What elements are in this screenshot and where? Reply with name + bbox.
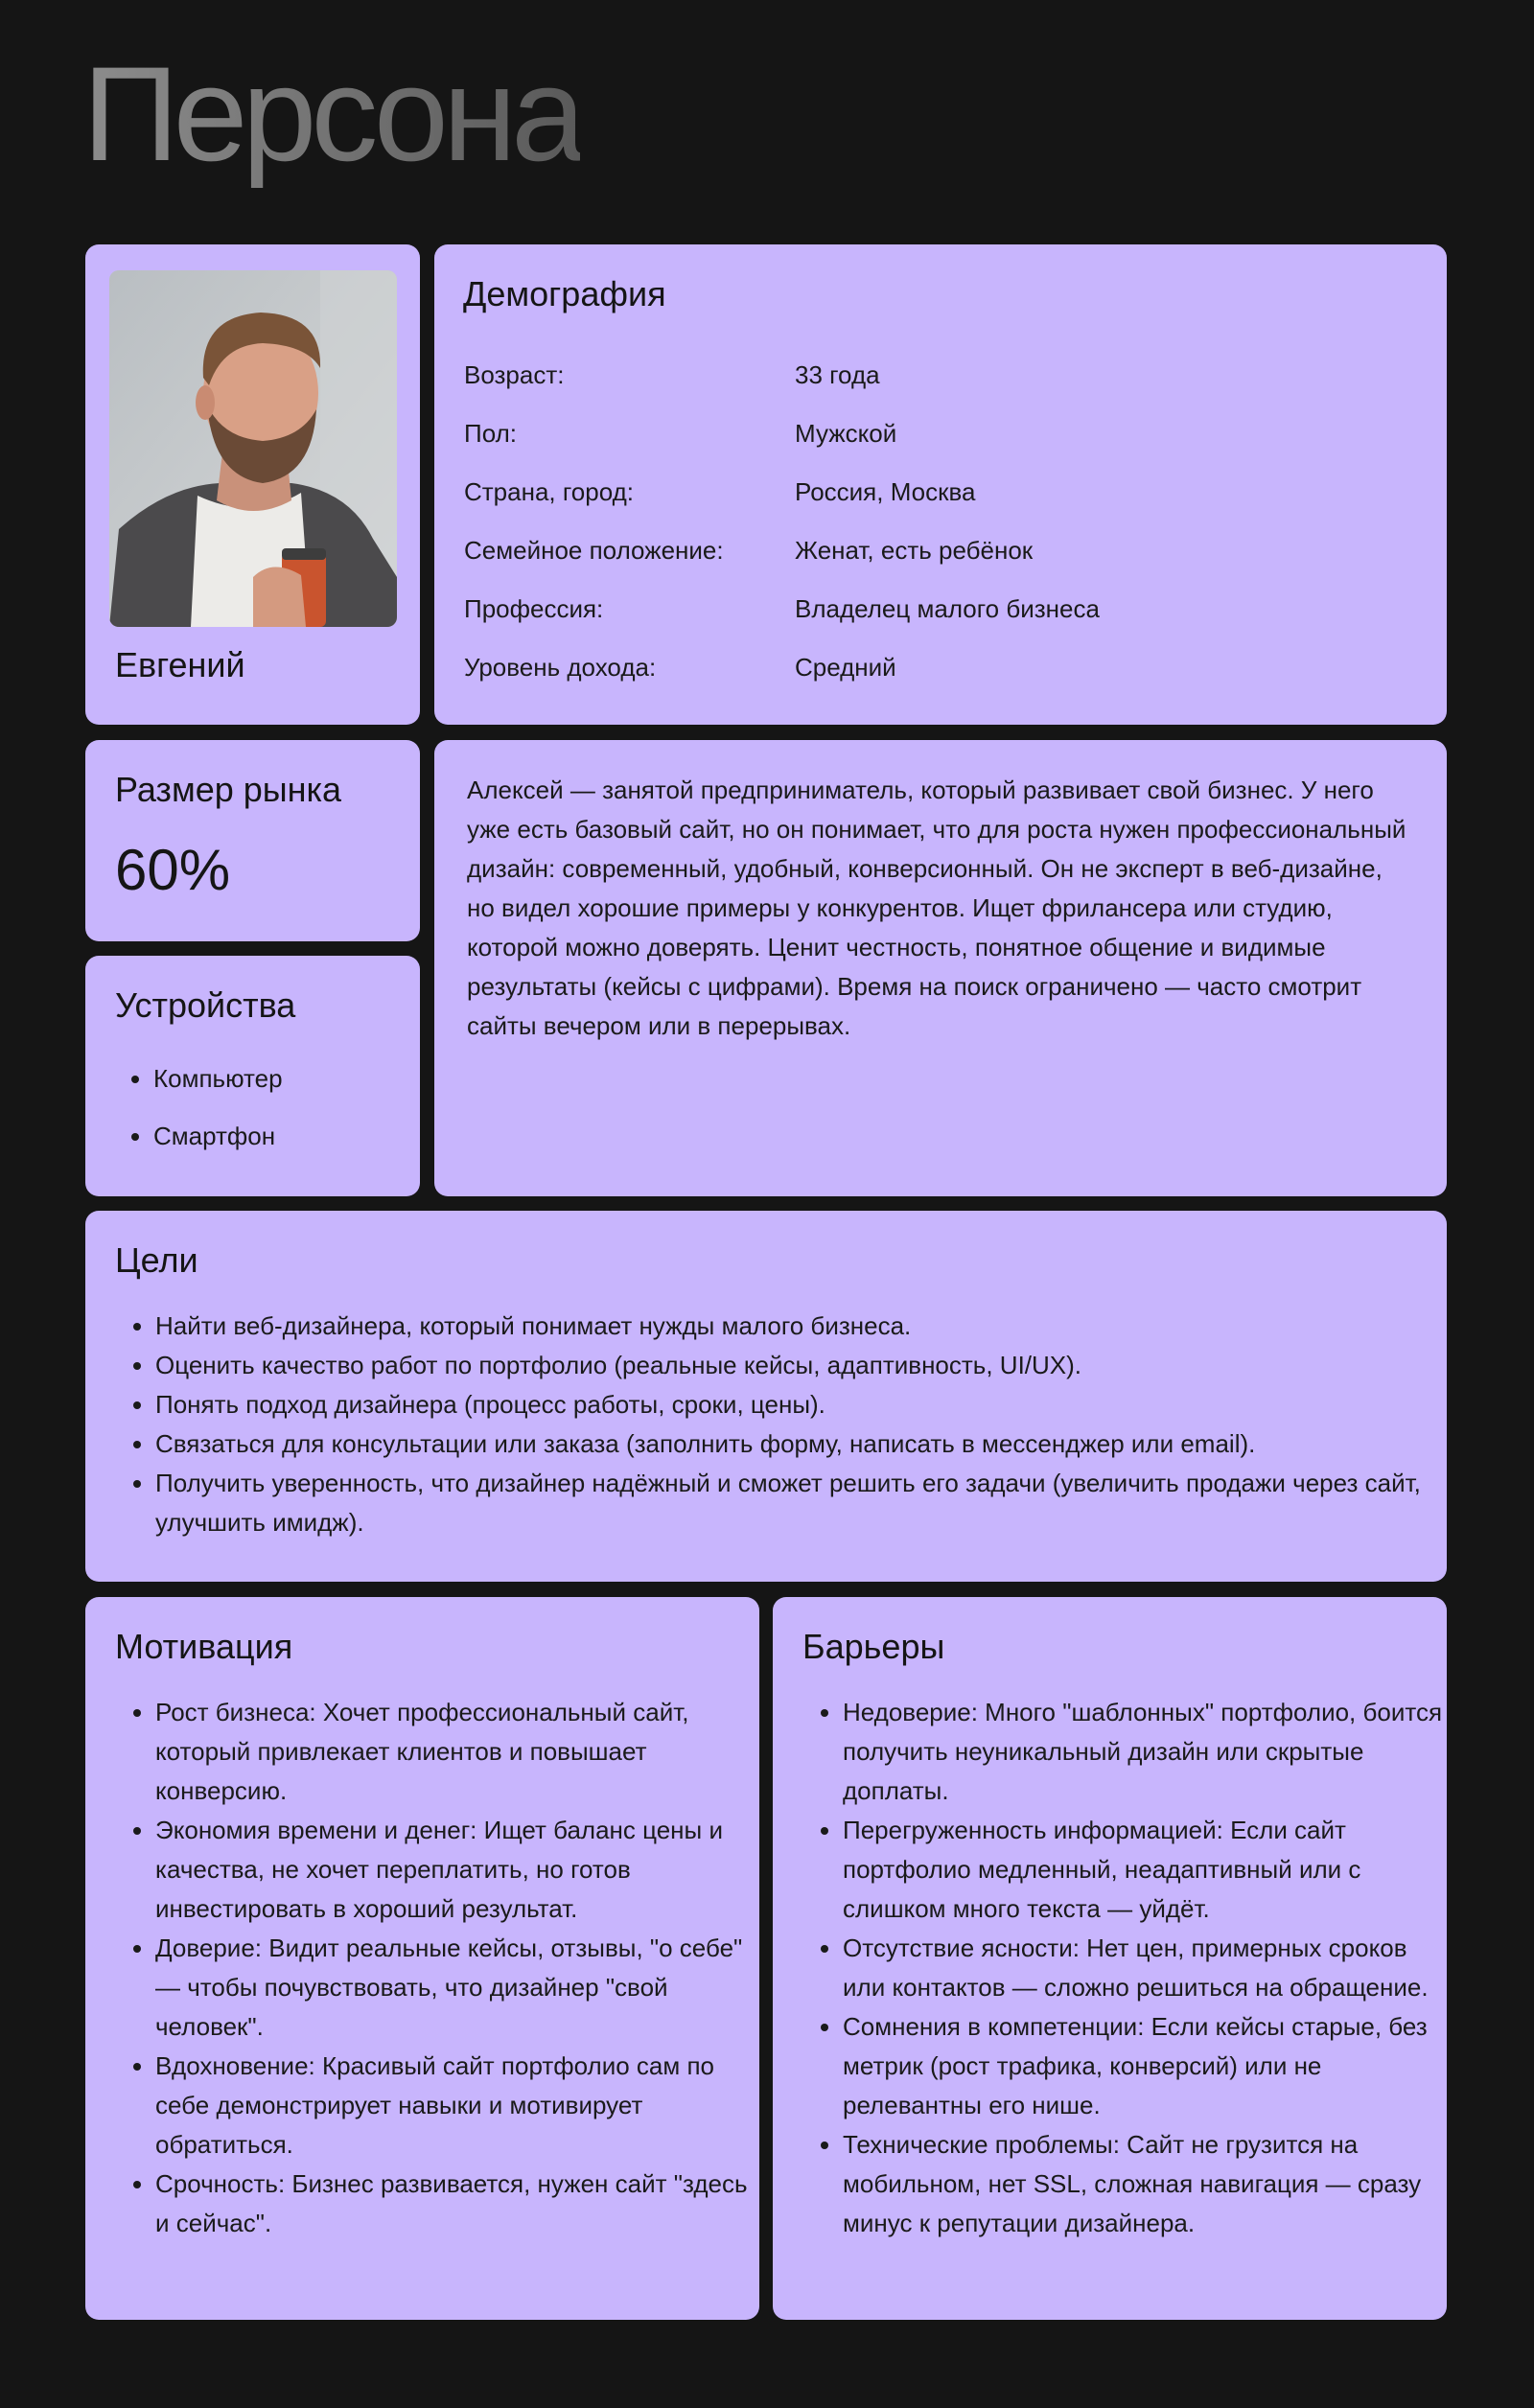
- avatar: [109, 270, 397, 627]
- demographics-card: [434, 244, 1447, 725]
- demographics-row: [464, 521, 1384, 580]
- devices-card: [85, 956, 420, 1196]
- list-item: • Компьютер: [153, 1050, 283, 1107]
- list-item: • Отсутствие ясности: Нет цен, примерных сроков или контактов — сложно решиться на обращение.: [843, 1929, 1447, 2007]
- demographics-value: Средний: [795, 653, 896, 682]
- list-item: • Технические проблемы: Сайт не грузится на мобильном, нет SSL, сложная навигация — сразу минус к репутации дизайнера.: [843, 2125, 1447, 2243]
- list-item: • Понять подход дизайнера (процесс работы, сроки, цены).: [155, 1385, 1440, 1424]
- goals-list: [115, 1307, 1440, 1542]
- devices-title: Устройства: [115, 985, 296, 1025]
- devices-list: [115, 1050, 283, 1165]
- demographics-label: Уровень дохода:: [464, 653, 657, 682]
- demographics-value: Мужской: [795, 419, 897, 448]
- demographics-row: [464, 346, 1384, 405]
- demographics-table: [464, 346, 1384, 697]
- market-size-card: [85, 740, 420, 941]
- list-item: • Найти веб-дизайнера, который понимает нужды малого бизнеса.: [155, 1307, 1440, 1346]
- demographics-value: 33 года: [795, 360, 880, 389]
- list-item: • Срочность: Бизнес развивается, нужен сайт "здесь и сейчас".: [155, 2165, 759, 2243]
- list-item: • Получить уверенность, что дизайнер надёжный и сможет решить его задачи (увеличить продажи через сайт, улучшить имидж).: [155, 1464, 1440, 1542]
- demographics-row: [464, 638, 1384, 697]
- list-item: • Смартфон: [153, 1107, 283, 1165]
- page-title: Персона: [82, 38, 580, 189]
- motivation-list: [115, 1693, 759, 2243]
- avatar-photo: [109, 270, 397, 627]
- demographics-value: Россия, Москва: [795, 477, 976, 506]
- motivation-card: [85, 1597, 759, 2320]
- demographics-row: [464, 463, 1384, 521]
- demographics-label: Страна, город:: [464, 477, 634, 506]
- market-size-title: Размер рынка: [115, 770, 342, 809]
- barriers-list: [802, 1693, 1447, 2243]
- list-item: • Доверие: Видит реальные кейсы, отзывы, "о себе" — чтобы почувствовать, что дизайнер "свой человек".: [155, 1929, 759, 2047]
- persona-name: Евгений: [115, 645, 245, 684]
- demographics-label: Пол:: [464, 419, 517, 448]
- list-item: • Экономия времени и денег: Ищет баланс цены и качества, не хочет переплатить, но готов инвестировать в хороший результат.: [155, 1811, 759, 1929]
- market-size-value: 60%: [115, 838, 231, 902]
- list-item: • Вдохновение: Красивый сайт портфолио сам по себе демонстрирует навыки и мотивирует обратиться.: [155, 2047, 759, 2165]
- description-card: [434, 740, 1447, 1196]
- demographics-row: [464, 405, 1384, 463]
- list-item: • Связаться для консультации или заказа (заполнить форму, написать в мессенджер или email).: [155, 1424, 1440, 1464]
- barriers-title: Барьеры: [802, 1627, 945, 1666]
- list-item: • Недоверие: Много "шаблонных" портфолио, боится получить неуникальный дизайн или скрытые доплаты.: [843, 1693, 1447, 1811]
- list-item: • Сомнения в компетенции: Если кейсы старые, без метрик (рост трафика, конверсий) или не релевантны его нише.: [843, 2007, 1447, 2125]
- demographics-label: Профессия:: [464, 594, 604, 623]
- list-item: • Оценить качество работ по портфолио (реальные кейсы, адаптивность, UI/UX).: [155, 1346, 1440, 1385]
- barriers-card: [773, 1597, 1447, 2320]
- goals-card: [85, 1211, 1447, 1582]
- description-text: Алексей — занятой предприниматель, который развивает свой бизнес. У него уже есть базовый сайт, но он понимает, что для роста нужен профессиональный дизайн: современный, удобный, конверсионный. Он не эксперт в веб-дизайне, но видел хорошие примеры у конкурентов. Ищет фрилансера или студию, которой можно доверять. Ценит честность, понятное общение и видимые результаты (кейсы с цифрами). Время на поиск ограничено — часто смотрит сайты вечером или в перерывах.: [467, 776, 1406, 1040]
- list-item: • Рост бизнеса: Хочет профессиональный сайт, который привлекает клиентов и повышает конверсию.: [155, 1693, 759, 1811]
- demographics-title: Демография: [463, 274, 666, 313]
- list-item: • Перегруженность информацией: Если сайт портфолио медленный, неадаптивный или с слишком много текста — уйдёт.: [843, 1811, 1447, 1929]
- demographics-label: Семейное положение:: [464, 536, 724, 565]
- goals-title: Цели: [115, 1240, 198, 1280]
- demographics-value: Женат, есть ребёнок: [795, 536, 1034, 565]
- demographics-row: [464, 580, 1384, 638]
- demographics-label: Возраст:: [464, 360, 565, 389]
- demographics-value: Владелец малого бизнеса: [795, 594, 1100, 623]
- motivation-title: Мотивация: [115, 1627, 293, 1666]
- profile-card: [85, 244, 420, 725]
